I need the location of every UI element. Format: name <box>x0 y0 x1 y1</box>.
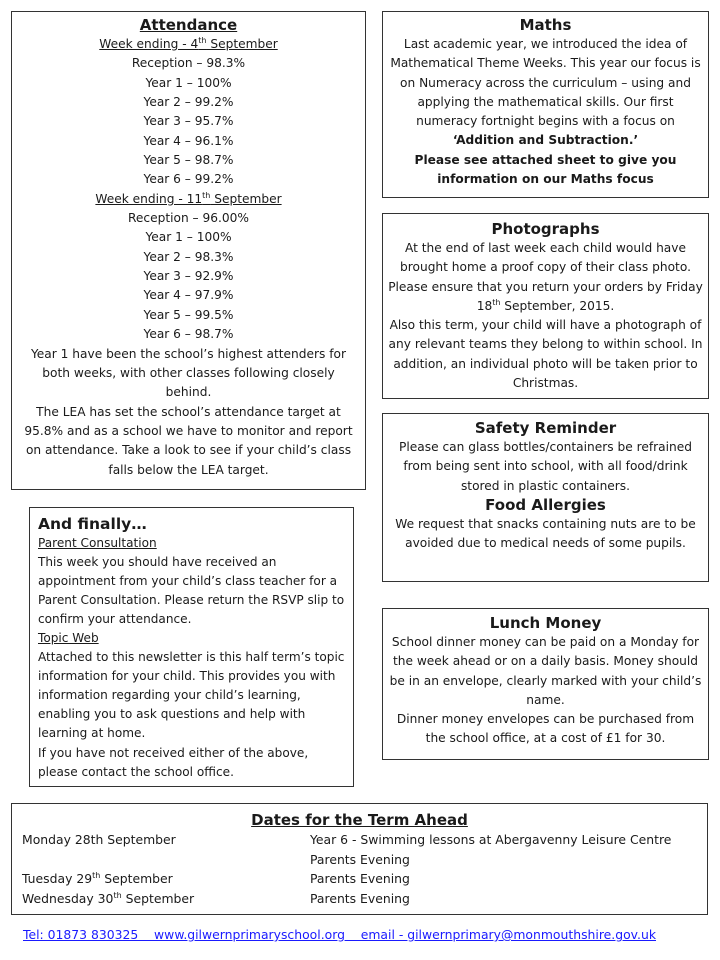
safety-body: Please can glass bottles/containers be refrained from being sent into school, with all food/drink stored in plastic containers. <box>399 440 692 493</box>
date-event: Parents Evening <box>310 890 410 906</box>
date-day: Monday 28th September <box>22 832 176 847</box>
attendance-row: Year 2 – 98.3% <box>143 249 234 264</box>
topic-web-body: Attached to this newsletter is this half term’s topic information for your child. This provides you with information regarding your child’s learning, enabling you to ask questions and help with learning at home. <box>38 650 345 741</box>
parent-consultation-title: Parent Consultation <box>38 536 157 550</box>
dates-list <box>22 830 697 908</box>
maths-section <box>382 11 709 198</box>
date-event: Parents Evening <box>310 851 410 867</box>
date-day: Wednesday 30th September <box>22 890 195 906</box>
date-day: Tuesday 29th September <box>22 870 173 886</box>
attendance-row: Reception – 98.3% <box>131 56 246 71</box>
attendance-row: Year 5 – 98.7% <box>143 153 234 168</box>
date-row <box>22 869 697 889</box>
attendance-row: Reception – 96.00% <box>127 211 249 226</box>
dates-section <box>11 803 708 915</box>
attendance-row: Year 3 – 95.7% <box>143 114 234 129</box>
attendance-row: Year 5 – 99.5% <box>143 307 234 322</box>
maths-body: Last academic year, we introduced the idea of Mathematical Theme Weeks. This year our focus is on Numeracy across the curriculum – using and applying the mathematical skills. Our first numeracy fortnight begins with a focus on ‘Addition and Subtraction.’ <box>390 37 701 148</box>
attendance-row: Year 3 – 92.9% <box>143 269 234 284</box>
week1-attendance-list <box>18 54 359 189</box>
attendance-row: Year 4 – 96.1% <box>143 133 234 148</box>
parent-consultation-body: This week you should have received an appointment from your child’s class teacher for a Parent Consultation. Please return the RSVP slip to confirm your attendance. <box>38 555 345 627</box>
attendance-row: Year 1 – 100% <box>145 75 232 90</box>
attendance-row: Year 6 – 99.2% <box>143 172 234 187</box>
allergy-heading: Food Allergies <box>485 495 606 514</box>
date-row <box>22 850 697 870</box>
week2-heading: Week ending - 11th September <box>95 190 282 206</box>
date-day <box>22 850 310 870</box>
date-row <box>22 830 697 850</box>
and-finally-heading: And finally… <box>38 515 147 533</box>
attendance-note: Year 1 have been the school’s highest attenders for both weeks, with other classes following closely behind. <box>30 346 346 400</box>
maths-heading: Maths <box>519 16 572 34</box>
safety-heading: Safety Reminder <box>474 419 617 437</box>
attendance-row: Year 6 – 98.7% <box>143 327 234 342</box>
attendance-target-note: The LEA has set the school’s attendance target at 95.8% and as a school we have to monitor and report on attendance. Take a look to see if your child’s class falls below the LEA target. <box>24 404 353 477</box>
topic-web-title: Topic Web <box>38 631 99 646</box>
lunch-money-body: School dinner money can be paid on a Monday for the week ahead or on a daily basis. Money should be in an envelope, clearly marked with your child’s name. <box>389 635 702 707</box>
date-event: Parents Evening <box>310 871 410 886</box>
week1-heading: Week ending - 4th September <box>99 35 278 51</box>
allergy-body: We request that snacks containing nuts are to be avoided due to medical needs of some pupils. <box>395 516 696 551</box>
attendance-row: Year 1 – 100% <box>145 230 232 245</box>
date-row <box>22 889 697 909</box>
maths-note: Please see attached sheet to give you information on our Maths focus <box>414 152 677 187</box>
closing-note: If you have not received either of the above, please contact the school office. <box>38 745 309 779</box>
photographs-section <box>382 213 709 399</box>
footer-contact-links[interactable]: Tel: 01873 830325 www.gilwernprimaryschool.org email - gilwernprimary@monmouthshire.gov.uk <box>23 927 656 942</box>
photographs-body-2: Also this term, your child will have a photograph of any relevant teams they belong to within school. In addition, an individual photo will be taken prior to Christmas. <box>388 318 703 391</box>
attendance-row: Year 4 – 97.9% <box>143 288 234 303</box>
date-event: Year 6 - Swimming lessons at Abergavenny Leisure Centre <box>310 832 672 847</box>
lunch-money-heading: Lunch Money <box>489 614 602 632</box>
photographs-heading: Photographs <box>491 220 600 238</box>
attendance-section <box>11 11 366 490</box>
lunch-money-section <box>382 608 709 760</box>
attendance-row: Year 2 – 99.2% <box>143 95 234 110</box>
lunch-money-body-2: Dinner money envelopes can be purchased from the school office, at a cost of £1 for 30. <box>396 712 695 746</box>
photographs-body: At the end of last week each child would have brought home a proof copy of their class photo. Please ensure that you return your orders by Friday 18th September, 2015. <box>388 241 703 313</box>
and-finally-section <box>29 507 354 787</box>
week2-attendance-list <box>18 209 359 344</box>
dates-heading: Dates for the Term Ahead <box>251 811 468 829</box>
safety-section <box>382 413 709 582</box>
attendance-heading: Attendance <box>139 16 238 34</box>
